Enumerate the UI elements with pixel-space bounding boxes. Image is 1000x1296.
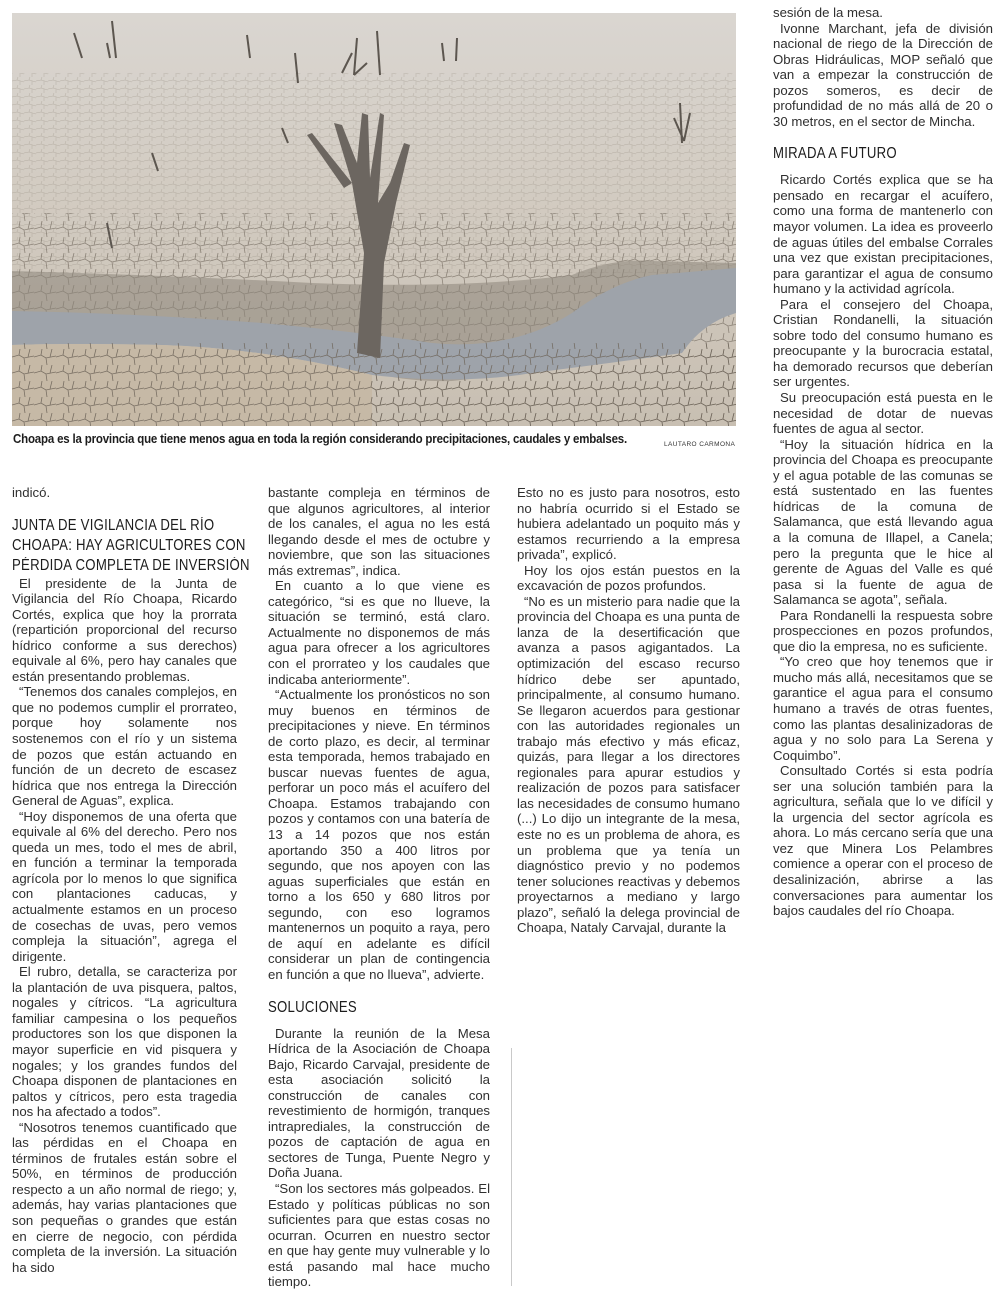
paragraph: “Nosotros tenemos cuantificado que las pérdidas en el Choapa en términos de frutales están sobre el 50%, en términos de producción respecto a un año normal de riego; y, además, hay varias plantaciones que son pequeñas o grandes que están en cierre de negocio, con pérdida completa de la inversión. La situación ha sido — [12, 1119, 237, 1275]
paragraph: “Hoy disponemos de una oferta que equivale al 6% del derecho. Pero nos queda un mes, todo el mes de abril, en función a terminar la temporada agrícola por lo menos lo que significa con plantaciones caducas, y actualmente estamos en un proceso de cosechas de uvas, pero vemos compleja la situación”, agrega el dirigente. — [12, 808, 237, 964]
section-heading-line: JUNTA DE VIGILANCIA DEL RÍO — [12, 516, 215, 534]
paragraph: El presidente de la Junta de Vigilancia del Río Choapa, Ricardo Cortés, explica que hoy la prorrata (repartición proporcional del recurso hídrico conforme a sus derechos) equivale al 6%, pero hay canales que están presentando problemas. — [12, 575, 237, 684]
article-column-4 — [773, 5, 993, 919]
article-column-2 — [268, 485, 490, 1290]
section-heading-line: CHOAPA: HAY AGRICULTORES CON — [12, 536, 246, 554]
paragraph: Ricardo Cortés explica que se ha pensado en recargar el acuífero, como una forma de mantenerlo con mayor volumen. La idea es proveerlo de aguas útiles del embalse Corrales una vez que existan precipitaciones, para garantizar el agua de consumo humano y la actividad agrícola. — [773, 172, 993, 297]
section-heading-line: PÉRDIDA COMPLETA DE INVERSIÓN — [12, 556, 250, 574]
paragraph: En cuanto a lo que viene es categórico, “si es que no llueve, la situación se terminó, está claro. Actualmente no disponemos de más agua para ofrecer a los agricultores con el prorrateo y los caudales que indicaba anteriormente”. — [268, 578, 490, 687]
cracked-riverbed-image — [12, 13, 736, 426]
paragraph: sesión de la mesa. — [773, 5, 883, 20]
paragraph: “Yo creo que hoy tenemos que ir mucho más allá, necesitamos que se garantice el agua para el consumo humano a través de otras fuentes, como las plantas desalinizadoras de agua y no solo para La Serena y Coquimbo”. — [773, 654, 993, 763]
photo-credit: LAUTARO CARMONA — [664, 441, 736, 448]
paragraph: Consultado Cortés si esta podría ser una solución también para la agricultura, señala que lo ve difícil y la urgencia del sector agrícola es ahora. Lo más cercano sería que una vez que Minera Los Pelambres comience a operar con el proceso de desalinización, abrirse a las conversaciones para aumentar los bajos caudales del río Choapa. — [773, 763, 993, 919]
article-column-3 — [517, 485, 740, 936]
paragraph: “Son los sectores más golpeados. El Estado y políticas públicas no son suficientes para que estas cosas no ocurran. Ocurren en nuestro sector en que hay gente muy vulnerable y lo está pasando mal hace mucho tiempo. — [268, 1180, 490, 1290]
drought-photo — [12, 13, 736, 426]
paragraph: Hoy los ojos están puestos en la excavación de pozos profundos. — [517, 562, 740, 594]
paragraph: Esto no es justo para nosotros, esto no habría ocurrido si el Estado se hubiera adelantado un poquito más y estamos recurriendo a la empresa privada”, explicó. — [517, 485, 740, 563]
column-divider — [511, 1048, 512, 1286]
section-heading-soluciones: SOLUCIONES — [268, 998, 357, 1016]
paragraph: Durante la reunión de la Mesa Hídrica de la Asociación de Choapa Bajo, Ricardo Carvajal, presidente de esta asociación solicitó la construcción de canales con revestimiento de hormigón, tranques intraprediales, la construcción de pozos de captación de agua en sectores de Tunga, Puente Negro y Doña Juana. — [268, 1025, 490, 1181]
photo-caption: Choapa es la provincia que tiene menos agua en toda la región considerando precipitaciones, caudales y embalses. — [13, 432, 628, 446]
paragraph: indicó. — [12, 485, 51, 500]
paragraph: Su preocupación está puesta en le necesidad de dotar de nuevas fuentes de agua al sector. — [773, 390, 993, 437]
paragraph: El rubro, detalla, se caracteriza por la plantación de uva pisquera, paltos, nogales y cítricos. “La agricultura familiar campesina o los pequeños productores son los que disponen la mayor superficie en vid pisquera y nogales; y los grandes fundos del Choapa disponen de plantaciones en paltos y cítricos, pero esta tragedia nos ha afectado a todos”. — [12, 964, 237, 1120]
paragraph: “Tenemos dos canales complejos, en que no podemos cumplir el prorrateo, porque hoy solamente nos sostenemos con el río y un sistema de pozos que están actuando en función de un decreto de escasez hídrica que nos entrega la Dirección General de Aguas”, explica. — [12, 684, 237, 809]
paragraph: Para Rondanelli la respuesta sobre prospecciones en pozos profundos, que dio la empresa, no es suficiente. — [773, 607, 993, 654]
paragraph: “Hoy la situación hídrica en la provincia del Choapa es preocupante y el agua potable de las comunas se está sustentado en las fuentes hídricas de la comuna de Salamanca, que está llevando agua a la comuna de Illapel, a Canela; pero la pregunta que le hice al gerente de Aguas del Valle es qué pasa si la fuente de agua de Salamanca se agota”, señala. — [773, 436, 993, 608]
paragraph: “Actualmente los pronósticos no son muy buenos en términos de precipitaciones y nieve. En términos de corto plazo, es decir, al terminar esta temporada, hemos trabajado en buscar nuevas fuentes de agua, perforar un poco más el acuífero del Choapa. Estamos trabajando con pozos y contamos con una batería de 13 a 14 pozos que nos están aportando 350 a 400 litros por segundo, que nos apoyen con las aguas superficiales que están en torno a los 650 y 680 litros por segundo, con eso logramos mantenernos un poquito a raya, pero de aquí en adelante es difícil considerar un plan de contingencia en función a que no llueva”, advierte. — [268, 687, 490, 982]
article-column-1 — [12, 485, 250, 1275]
paragraph: “No es un misterio para nadie que la provincia del Choapa es una punta de lanza de la desertificación que avanza a pasos agigantados. La optimización del escaso recurso hídrico debe ser apuntado, principalmente, al consumo humano. Se llegaron acuerdos para gestionar con las autoridades regionales un trabajo más efectivo y más eficaz, quizás, para llegar a los directores regionales para apurar estudios y realización de pozos para satisfacer las necesidades de consumo humano (...) Lo dijo un integrante de la mesa, este no es un problema de ahora, es un problema que ya tenía un diagnóstico previo y no podemos tener soluciones reactivas y debemos proyectarnos a mediano y largo plazo”, señaló la delega provincial de Choapa, Nataly Carvajal, durante la — [517, 593, 740, 936]
paragraph: Ivonne Marchant, jefa de división nacional de riego de la Dirección de Obras Hidráulicas, MOP señaló que van a empezar la construcción de pozos someros, es decir de profundidad de no más allá de 20 o 30 metros, en el sector de Mincha. — [773, 20, 993, 129]
paragraph: Para el consejero del Choapa, Cristian Rondanelli, la situación sobre todo del consumo humano es preocupante y la burocracia estatal, ha demorado recursos que deberían ser urgentes. — [773, 296, 993, 390]
paragraph: bastante compleja en términos de que algunos agricultores, al interior de los canales, el agua no les está llegando desde el mes de octubre y noviembre, que son las situaciones más extremas”, indica. — [268, 485, 490, 578]
section-heading-mirada-a-futuro: MIRADA A FUTURO — [773, 145, 897, 163]
